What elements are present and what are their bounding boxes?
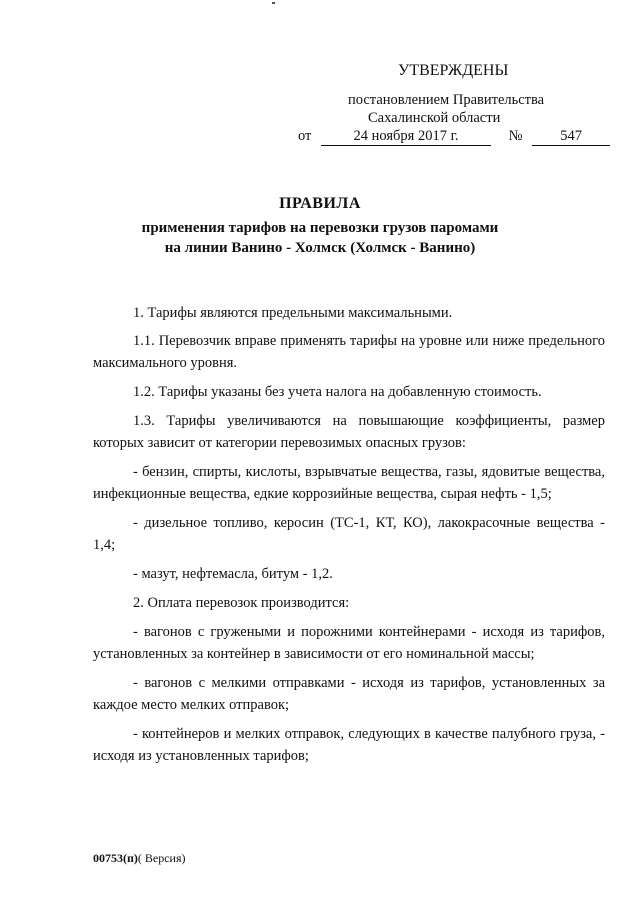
paragraph: 1.3. Тарифы увеличиваются на повышающие коэффициенты, размер которых зависит от категории перевозимых опасных грузов: <box>93 413 605 451</box>
from-label: от <box>298 128 312 144</box>
approval-line-1: постановлением Правительства <box>348 92 545 108</box>
list-item: - мазут, нефтемасла, битум - 1,2. <box>133 566 333 582</box>
list-item: - контейнеров и мелких отправок, следующих в качестве палубного груза, - исходя из установленных тарифов; <box>93 726 605 764</box>
paragraph: 1. Тарифы являются предельными максимальными. <box>133 305 453 321</box>
document-body <box>93 302 605 774</box>
approval-number: 547 <box>532 128 610 146</box>
paragraph: 2. Оплата перевозок производится: <box>133 595 350 611</box>
document-footer <box>93 851 186 866</box>
list-item: - бензин, спирты, кислоты, взрывчатые вещества, газы, ядовитые вещества, инфекционные вещества, едкие коррозийные вещества, сырая нефть - 1,5; <box>93 464 605 502</box>
paragraph: 1.2. Тарифы указаны без учета налога на добавленную стоимость. <box>133 384 542 400</box>
number-sign: № <box>508 128 523 144</box>
subtitle-line-1: применения тарифов на перевозки грузов паромами <box>141 220 499 236</box>
document-version: ( Версия) <box>137 851 186 865</box>
document-code: 00753(п) <box>93 851 138 865</box>
paragraph: 1.1. Перевозчик вправе применять тарифы на уровне или ниже предельного максимального уровня. <box>93 333 605 371</box>
scan-speck <box>272 2 275 4</box>
approval-line-2: Сахалинской области <box>368 110 501 126</box>
document-subtitle <box>0 218 640 258</box>
approval-date: 24 ноября 2017 г. <box>321 128 491 146</box>
list-item: - вагонов с гружеными и порожними контейнерами - исходя из тарифов, установленных за контейнер в зависимости от его номинальной массы; <box>93 624 605 662</box>
document-title: ПРАВИЛА <box>279 195 361 212</box>
subtitle-line-2: на линии Ванино - Холмск (Холмск - Ванино) <box>164 240 476 256</box>
list-item: - дизельное топливо, керосин (ТС-1, КТ, КО), лакокрасочные вещества - 1,4; <box>93 515 605 553</box>
approval-title: УТВЕРЖДЕНЫ <box>398 62 509 79</box>
list-item: - вагонов с мелкими отправками - исходя из тарифов, установленных за каждое место мелких отправок; <box>93 675 605 713</box>
approval-date-line <box>298 128 610 146</box>
